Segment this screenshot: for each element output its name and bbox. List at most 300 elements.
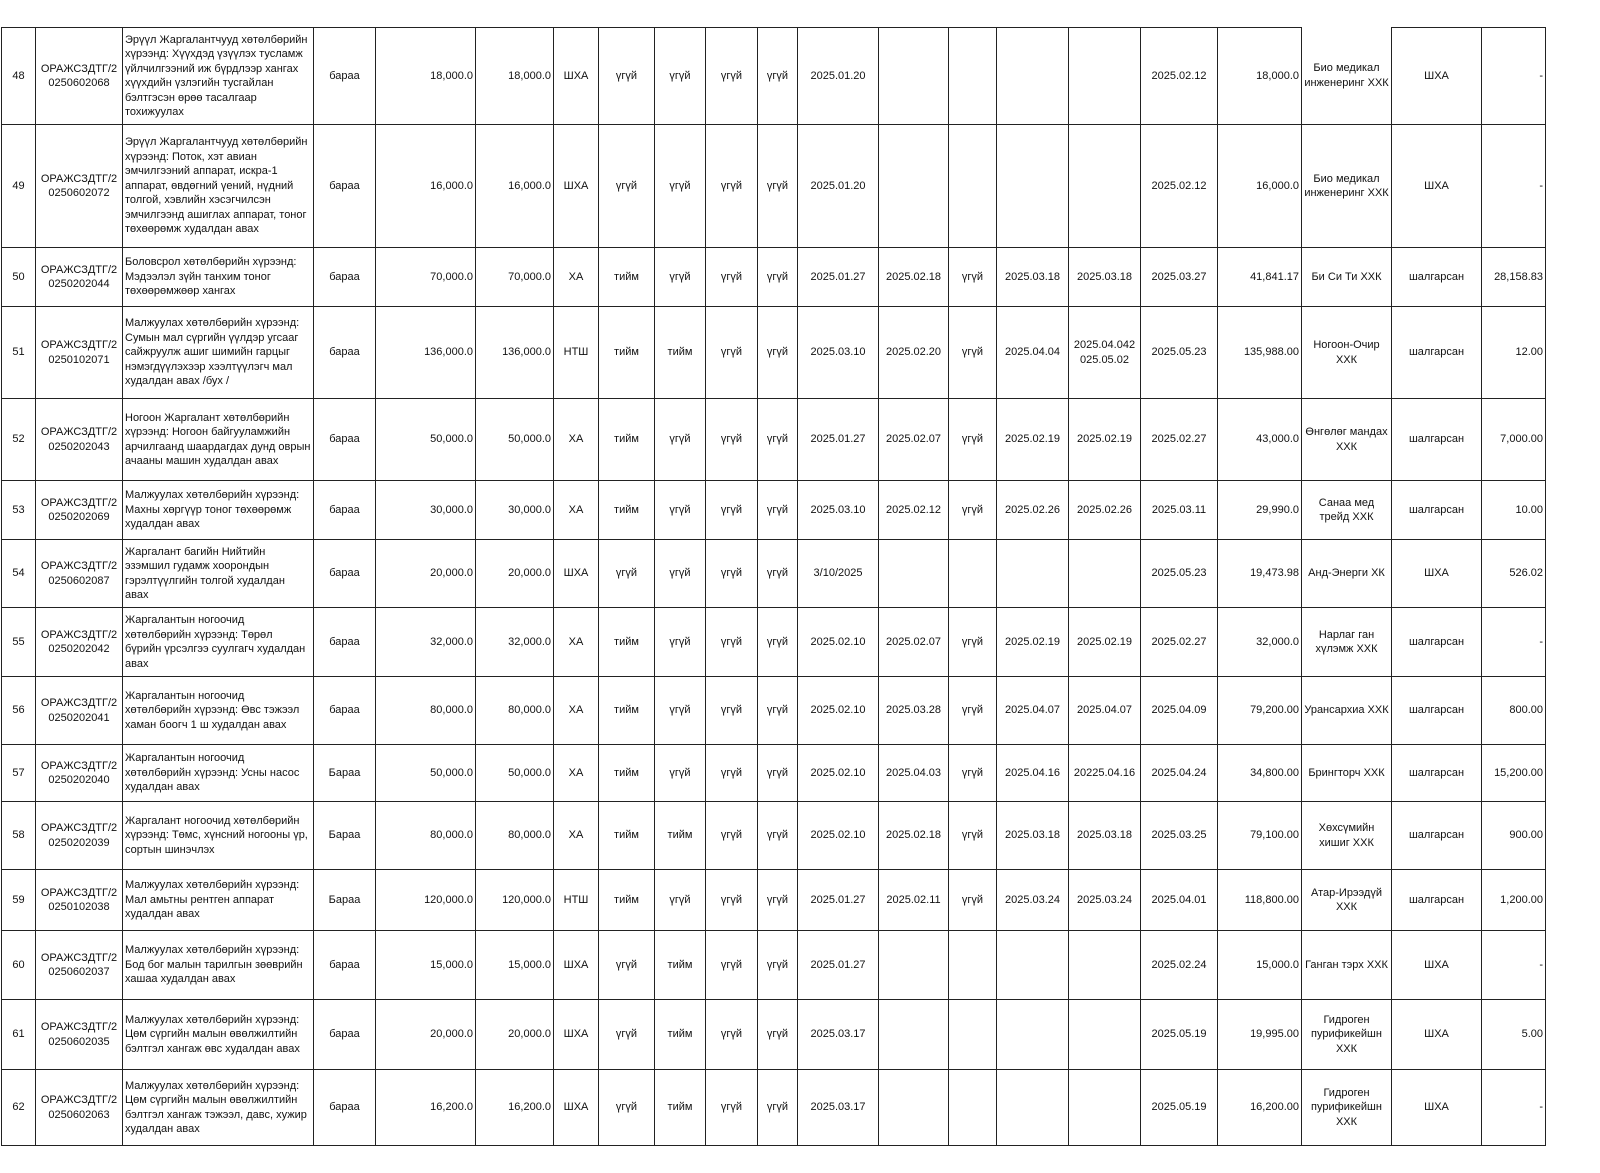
cell-contract: 41,841.17 xyxy=(1218,248,1302,307)
cell-c3: үгүй xyxy=(706,1000,758,1070)
cell-supplier: Санаа мед трейд ХХК xyxy=(1302,481,1392,540)
cell-status: шалгарсан xyxy=(1392,608,1482,677)
cell-contract: 16,200.00 xyxy=(1218,1070,1302,1146)
cell-d6: 2025.02.24 xyxy=(1141,931,1218,1000)
table-row xyxy=(2,125,1546,248)
cell-no: 48 xyxy=(2,28,36,125)
cell-budget: 120,000.0 xyxy=(376,870,476,931)
cell-d5 xyxy=(1069,540,1141,608)
cell-d1: 2025.03.17 xyxy=(798,1070,879,1146)
cell-c1: үгүй xyxy=(599,28,655,125)
cell-status: шалгарсан xyxy=(1392,307,1482,399)
cell-c4: үгүй xyxy=(758,608,798,677)
cell-d4: 2025.03.18 xyxy=(997,802,1069,870)
cell-d3: үгүй xyxy=(949,802,997,870)
cell-c3: үгүй xyxy=(706,481,758,540)
cell-supplier: Ногоон-Очир ХХК xyxy=(1302,307,1392,399)
cell-d2 xyxy=(879,125,949,248)
cell-d6: 2025.04.24 xyxy=(1141,745,1218,802)
cell-d6: 2025.04.01 xyxy=(1141,870,1218,931)
cell-d2: 2025.02.18 xyxy=(879,248,949,307)
cell-c2: үгүй xyxy=(655,481,706,540)
cell-budget: 16,000.0 xyxy=(376,125,476,248)
cell-saving: - xyxy=(1482,931,1546,1000)
cell-name: Жаргалантын ногоочид хөтөлбөрийн хүрээнд: Өвс тэжээл хаман боогч 1 ш худалдан авах xyxy=(123,677,314,745)
cell-c4: үгүй xyxy=(758,125,798,248)
cell-saving: - xyxy=(1482,1070,1546,1146)
cell-budget: 32,000.0 xyxy=(376,608,476,677)
cell-d2: 2025.04.03 xyxy=(879,745,949,802)
cell-no: 62 xyxy=(2,1070,36,1146)
cell-method: ШХА xyxy=(554,540,599,608)
cell-d3 xyxy=(949,1000,997,1070)
cell-d6: 2025.02.12 xyxy=(1141,125,1218,248)
cell-c4: үгүй xyxy=(758,1070,798,1146)
cell-supplier: Ганган тэрх ХХК xyxy=(1302,931,1392,1000)
cell-code: ОРАЖСЗДТГ/2 0250602068 xyxy=(36,28,123,125)
cell-d4: 2025.04.04 xyxy=(997,307,1069,399)
cell-c4: үгүй xyxy=(758,540,798,608)
cell-type: бараа xyxy=(314,28,376,125)
cell-c1: тийм xyxy=(599,870,655,931)
cell-estimate: 16,000.0 xyxy=(476,125,554,248)
cell-d3: үгүй xyxy=(949,399,997,481)
cell-estimate: 20,000.0 xyxy=(476,1000,554,1070)
cell-c1: тийм xyxy=(599,481,655,540)
cell-supplier: Гидроген пурификейшн ХХК xyxy=(1302,1000,1392,1070)
cell-estimate: 80,000.0 xyxy=(476,677,554,745)
cell-d1: 2025.02.10 xyxy=(798,802,879,870)
cell-supplier: Өнгөлөг мандах ХХК xyxy=(1302,399,1392,481)
cell-contract: 32,000.0 xyxy=(1218,608,1302,677)
cell-d1: 2025.03.10 xyxy=(798,307,879,399)
cell-d4 xyxy=(997,1070,1069,1146)
cell-estimate: 32,000.0 xyxy=(476,608,554,677)
cell-saving: 7,000.00 xyxy=(1482,399,1546,481)
cell-d3: үгүй xyxy=(949,745,997,802)
cell-name: Малжуулах хөтөлбөрийн хүрээнд: Махны хөргүүр тоног төхөөрөмж худалдан авах xyxy=(123,481,314,540)
cell-code: ОРАЖСЗДТГ/2 0250602087 xyxy=(36,540,123,608)
cell-estimate: 15,000.0 xyxy=(476,931,554,1000)
cell-code: ОРАЖСЗДТГ/2 0250102038 xyxy=(36,870,123,931)
cell-c2: тийм xyxy=(655,1070,706,1146)
cell-d6: 2025.05.19 xyxy=(1141,1070,1218,1146)
cell-supplier: Гидроген пурификейшн ХХК xyxy=(1302,1070,1392,1146)
cell-type: бараа xyxy=(314,399,376,481)
cell-method: ХА xyxy=(554,248,599,307)
cell-method: ХА xyxy=(554,745,599,802)
cell-name: Эрүүл Жаргалантчууд хөтөлбөрийн хүрээнд: Хүүхдэд үзүүлэх тусламж үйлчилгээний иж бүрдлээр хангах хүүхдийн үзлэгийн тусгайлан бэлтгэсэн өрөө тасалгаар тохижуулах xyxy=(123,28,314,125)
cell-code: ОРАЖСЗДТГ/2 0250602063 xyxy=(36,1070,123,1146)
cell-code: ОРАЖСЗДТГ/2 0250602035 xyxy=(36,1000,123,1070)
cell-d4: 2025.02.19 xyxy=(997,608,1069,677)
cell-code: ОРАЖСЗДТГ/2 0250202069 xyxy=(36,481,123,540)
cell-d3: үгүй xyxy=(949,608,997,677)
cell-name: Малжуулах хөтөлбөрийн хүрээнд: Цөм сүргийн малын өвөлжилтийн бэлтгэл хангаж өвс худалдан авах xyxy=(123,1000,314,1070)
cell-method: ХА xyxy=(554,608,599,677)
cell-status: ШХА xyxy=(1392,125,1482,248)
cell-d6: 2025.05.19 xyxy=(1141,1000,1218,1070)
cell-estimate: 120,000.0 xyxy=(476,870,554,931)
cell-d6: 2025.03.11 xyxy=(1141,481,1218,540)
cell-d6: 2025.02.27 xyxy=(1141,608,1218,677)
cell-c1: үгүй xyxy=(599,125,655,248)
cell-c3: үгүй xyxy=(706,931,758,1000)
cell-no: 57 xyxy=(2,745,36,802)
cell-type: бараа xyxy=(314,1000,376,1070)
cell-contract: 18,000.0 xyxy=(1218,28,1302,125)
cell-c3: үгүй xyxy=(706,248,758,307)
cell-status: ШХА xyxy=(1392,1000,1482,1070)
cell-estimate: 70,000.0 xyxy=(476,248,554,307)
cell-c2: үгүй xyxy=(655,608,706,677)
cell-code: ОРАЖСЗДТГ/2 0250202042 xyxy=(36,608,123,677)
cell-d2 xyxy=(879,28,949,125)
cell-name: Малжуулах хөтөлбөрийн хүрээнд: Бод бог малын тарилгын зөөврийн хашаа худалдан авах xyxy=(123,931,314,1000)
cell-budget: 50,000.0 xyxy=(376,745,476,802)
cell-c4: үгүй xyxy=(758,1000,798,1070)
procurement-table xyxy=(1,27,1546,1146)
cell-d4: 2025.02.26 xyxy=(997,481,1069,540)
cell-estimate: 16,200.0 xyxy=(476,1070,554,1146)
cell-budget: 50,000.0 xyxy=(376,399,476,481)
cell-c3: үгүй xyxy=(706,540,758,608)
cell-c2: үгүй xyxy=(655,125,706,248)
cell-no: 58 xyxy=(2,802,36,870)
cell-type: бараа xyxy=(314,1070,376,1146)
cell-type: бараа xyxy=(314,125,376,248)
cell-d2: 2025.02.11 xyxy=(879,870,949,931)
cell-budget: 15,000.0 xyxy=(376,931,476,1000)
cell-code: ОРАЖСЗДТГ/2 0250202044 xyxy=(36,248,123,307)
table-row xyxy=(2,608,1546,677)
table-row xyxy=(2,1000,1546,1070)
cell-d1: 2025.01.20 xyxy=(798,28,879,125)
cell-type: бараа xyxy=(314,481,376,540)
cell-method: ШХА xyxy=(554,1000,599,1070)
cell-budget: 70,000.0 xyxy=(376,248,476,307)
cell-method: НТШ xyxy=(554,870,599,931)
cell-c1: тийм xyxy=(599,608,655,677)
cell-d3 xyxy=(949,931,997,1000)
cell-method: ШХА xyxy=(554,1070,599,1146)
cell-saving: 10.00 xyxy=(1482,481,1546,540)
cell-name: Жаргалантын ногоочид хөтөлбөрийн хүрээнд: Усны насос худалдан авах xyxy=(123,745,314,802)
cell-no: 61 xyxy=(2,1000,36,1070)
cell-c3: үгүй xyxy=(706,307,758,399)
cell-c3: үгүй xyxy=(706,745,758,802)
cell-status: шалгарсан xyxy=(1392,677,1482,745)
cell-code: ОРАЖСЗДТГ/2 0250202040 xyxy=(36,745,123,802)
cell-c1: үгүй xyxy=(599,931,655,1000)
cell-c4: үгүй xyxy=(758,399,798,481)
cell-d5 xyxy=(1069,28,1141,125)
cell-c2: тийм xyxy=(655,307,706,399)
table-row xyxy=(2,677,1546,745)
cell-budget: 80,000.0 xyxy=(376,802,476,870)
cell-c2: тийм xyxy=(655,802,706,870)
cell-c2: үгүй xyxy=(655,870,706,931)
cell-method: НТШ xyxy=(554,307,599,399)
cell-c1: тийм xyxy=(599,248,655,307)
cell-supplier: Анд-Энерги ХК xyxy=(1302,540,1392,608)
cell-c4: үгүй xyxy=(758,307,798,399)
cell-no: 51 xyxy=(2,307,36,399)
cell-status: ШХА xyxy=(1392,1070,1482,1146)
cell-type: бараа xyxy=(314,540,376,608)
cell-no: 53 xyxy=(2,481,36,540)
cell-c2: үгүй xyxy=(655,540,706,608)
cell-c1: тийм xyxy=(599,802,655,870)
cell-saving: 1,200.00 xyxy=(1482,870,1546,931)
cell-method: ШХА xyxy=(554,931,599,1000)
cell-name: Ногоон Жаргалант хөтөлбөрийн хүрээнд: Ногоон байгууламжийн арчилгаанд шаардагдах дунд оврын ачааны машин худалдан авах xyxy=(123,399,314,481)
cell-d1: 2025.01.27 xyxy=(798,248,879,307)
cell-code: ОРАЖСЗДТГ/2 0250202041 xyxy=(36,677,123,745)
cell-method: ХА xyxy=(554,677,599,745)
cell-d5 xyxy=(1069,1000,1141,1070)
cell-budget: 30,000.0 xyxy=(376,481,476,540)
cell-status: шалгарсан xyxy=(1392,248,1482,307)
cell-c3: үгүй xyxy=(706,802,758,870)
cell-supplier: Хөхсүмийн хишиг ХХК xyxy=(1302,802,1392,870)
table-body xyxy=(2,28,1546,1146)
cell-saving: 15,200.00 xyxy=(1482,745,1546,802)
cell-d6: 2025.05.23 xyxy=(1141,307,1218,399)
cell-d5: 2025.02.19 xyxy=(1069,399,1141,481)
cell-c1: тийм xyxy=(599,399,655,481)
cell-d5 xyxy=(1069,931,1141,1000)
cell-method: ХА xyxy=(554,802,599,870)
cell-d6: 2025.05.23 xyxy=(1141,540,1218,608)
cell-saving: - xyxy=(1482,28,1546,125)
cell-c2: үгүй xyxy=(655,248,706,307)
cell-no: 49 xyxy=(2,125,36,248)
cell-name: Жаргалантын ногоочид хөтөлбөрийн хүрээнд: Төрөл бүрийн үрсэлгээ суулгагч худалдан авах xyxy=(123,608,314,677)
cell-contract: 19,473.98 xyxy=(1218,540,1302,608)
cell-d2: 2025.02.07 xyxy=(879,399,949,481)
cell-saving: 800.00 xyxy=(1482,677,1546,745)
table-row xyxy=(2,248,1546,307)
cell-d2: 2025.02.18 xyxy=(879,802,949,870)
cell-budget: 136,000.0 xyxy=(376,307,476,399)
cell-contract: 118,800.00 xyxy=(1218,870,1302,931)
cell-d1: 2025.01.27 xyxy=(798,931,879,1000)
cell-d2 xyxy=(879,540,949,608)
cell-contract: 43,000.0 xyxy=(1218,399,1302,481)
cell-type: бараа xyxy=(314,248,376,307)
cell-type: бараа xyxy=(314,608,376,677)
cell-d5: 2025.02.26 xyxy=(1069,481,1141,540)
cell-d1: 2025.02.10 xyxy=(798,745,879,802)
cell-c1: тийм xyxy=(599,307,655,399)
cell-supplier: Био медикал инженеринг ХХК xyxy=(1302,28,1392,125)
cell-budget: 20,000.0 xyxy=(376,1000,476,1070)
cell-c1: үгүй xyxy=(599,1070,655,1146)
cell-d2: 2025.02.12 xyxy=(879,481,949,540)
cell-d3 xyxy=(949,125,997,248)
cell-method: ХА xyxy=(554,399,599,481)
cell-d4: 2025.04.07 xyxy=(997,677,1069,745)
cell-c1: үгүй xyxy=(599,1000,655,1070)
cell-d1: 3/10/2025 xyxy=(798,540,879,608)
cell-d3: үгүй xyxy=(949,677,997,745)
cell-d2 xyxy=(879,1000,949,1070)
table-row xyxy=(2,307,1546,399)
cell-estimate: 50,000.0 xyxy=(476,399,554,481)
cell-type: бараа xyxy=(314,307,376,399)
cell-status: ШХА xyxy=(1392,931,1482,1000)
cell-c2: үгүй xyxy=(655,28,706,125)
cell-c4: үгүй xyxy=(758,28,798,125)
cell-supplier: Нарлаг ган хүлэмж ХХК xyxy=(1302,608,1392,677)
cell-d1: 2025.01.27 xyxy=(798,870,879,931)
cell-d4: 2025.04.16 xyxy=(997,745,1069,802)
cell-c4: үгүй xyxy=(758,677,798,745)
cell-c3: үгүй xyxy=(706,28,758,125)
cell-c1: тийм xyxy=(599,677,655,745)
cell-d5: 2025.03.18 xyxy=(1069,802,1141,870)
cell-no: 55 xyxy=(2,608,36,677)
cell-code: ОРАЖСЗДТГ/2 0250102071 xyxy=(36,307,123,399)
cell-budget: 18,000.0 xyxy=(376,28,476,125)
cell-d4 xyxy=(997,125,1069,248)
cell-c3: үгүй xyxy=(706,399,758,481)
cell-d1: 2025.02.10 xyxy=(798,677,879,745)
cell-d5 xyxy=(1069,125,1141,248)
cell-d1: 2025.01.20 xyxy=(798,125,879,248)
cell-saving: 900.00 xyxy=(1482,802,1546,870)
cell-code: ОРАЖСЗДТГ/2 0250602072 xyxy=(36,125,123,248)
table-row xyxy=(2,745,1546,802)
cell-code: ОРАЖСЗДТГ/2 0250602037 xyxy=(36,931,123,1000)
table-row xyxy=(2,1070,1546,1146)
cell-no: 60 xyxy=(2,931,36,1000)
cell-status: ШХА xyxy=(1392,540,1482,608)
cell-d5: 2025.04.042 025.05.02 xyxy=(1069,307,1141,399)
cell-method: ШХА xyxy=(554,28,599,125)
cell-c3: үгүй xyxy=(706,677,758,745)
cell-d4: 2025.03.18 xyxy=(997,248,1069,307)
table-row xyxy=(2,399,1546,481)
cell-d6: 2025.03.25 xyxy=(1141,802,1218,870)
cell-c2: үгүй xyxy=(655,677,706,745)
table-row xyxy=(2,870,1546,931)
cell-c2: тийм xyxy=(655,931,706,1000)
cell-budget: 80,000.0 xyxy=(376,677,476,745)
cell-estimate: 50,000.0 xyxy=(476,745,554,802)
cell-status: шалгарсан xyxy=(1392,481,1482,540)
cell-d3 xyxy=(949,540,997,608)
cell-c3: үгүй xyxy=(706,870,758,931)
cell-c4: үгүй xyxy=(758,248,798,307)
cell-method: ХА xyxy=(554,481,599,540)
cell-c3: үгүй xyxy=(706,608,758,677)
cell-d3: үгүй xyxy=(949,248,997,307)
cell-c4: үгүй xyxy=(758,745,798,802)
cell-supplier: Урансархиа ХХК xyxy=(1302,677,1392,745)
cell-d6: 2025.02.27 xyxy=(1141,399,1218,481)
cell-c2: үгүй xyxy=(655,399,706,481)
cell-saving: - xyxy=(1482,125,1546,248)
cell-no: 52 xyxy=(2,399,36,481)
cell-supplier: Био медикал инженеринг ХХК xyxy=(1302,125,1392,248)
cell-type: бараа xyxy=(314,677,376,745)
cell-status: шалгарсан xyxy=(1392,802,1482,870)
cell-name: Боловсрол хөтөлбөрийн хүрээнд: Мэдээлэл зүйн танхим тоног төхөөрөмжөөр хангах xyxy=(123,248,314,307)
cell-d1: 2025.01.27 xyxy=(798,399,879,481)
cell-estimate: 20,000.0 xyxy=(476,540,554,608)
cell-d4 xyxy=(997,28,1069,125)
cell-estimate: 136,000.0 xyxy=(476,307,554,399)
cell-d2: 2025.02.20 xyxy=(879,307,949,399)
cell-c2: үгүй xyxy=(655,745,706,802)
cell-d5: 20225.04.16 xyxy=(1069,745,1141,802)
cell-d5: 2025.02.19 xyxy=(1069,608,1141,677)
cell-d2 xyxy=(879,931,949,1000)
cell-d1: 2025.03.17 xyxy=(798,1000,879,1070)
cell-d3 xyxy=(949,1070,997,1146)
cell-d1: 2025.03.10 xyxy=(798,481,879,540)
cell-saving: - xyxy=(1482,608,1546,677)
cell-contract: 135,988.00 xyxy=(1218,307,1302,399)
cell-d5: 2025.03.24 xyxy=(1069,870,1141,931)
table-row xyxy=(2,931,1546,1000)
cell-contract: 79,100.00 xyxy=(1218,802,1302,870)
cell-estimate: 18,000.0 xyxy=(476,28,554,125)
cell-d5 xyxy=(1069,1070,1141,1146)
cell-d6: 2025.03.27 xyxy=(1141,248,1218,307)
cell-budget: 16,200.0 xyxy=(376,1070,476,1146)
cell-method: ШХА xyxy=(554,125,599,248)
cell-d6: 2025.02.12 xyxy=(1141,28,1218,125)
cell-status: шалгарсан xyxy=(1392,399,1482,481)
cell-d5: 2025.04.07 xyxy=(1069,677,1141,745)
table-row xyxy=(2,802,1546,870)
cell-d3: үгүй xyxy=(949,481,997,540)
cell-budget: 20,000.0 xyxy=(376,540,476,608)
cell-c4: үгүй xyxy=(758,931,798,1000)
cell-no: 54 xyxy=(2,540,36,608)
cell-contract: 19,995.00 xyxy=(1218,1000,1302,1070)
cell-c2: тийм xyxy=(655,1000,706,1070)
cell-contract: 79,200.00 xyxy=(1218,677,1302,745)
cell-name: Малжуулах хөтөлбөрийн хүрээнд: Мал амьтны рентген аппарат худалдан авах xyxy=(123,870,314,931)
cell-type: Бараа xyxy=(314,745,376,802)
cell-name: Малжуулах хөтөлбөрийн хүрээнд: Цөм сүргийн малын өвөлжилтийн бэлтгэл хангаж тэжээл, давс, хужир худалдан авах xyxy=(123,1070,314,1146)
cell-status: шалгарсан xyxy=(1392,745,1482,802)
cell-saving: 526.02 xyxy=(1482,540,1546,608)
table-row xyxy=(2,28,1546,125)
cell-c3: үгүй xyxy=(706,1070,758,1146)
cell-c1: тийм xyxy=(599,745,655,802)
cell-name: Жаргалант багийн Нийтийн эзэмшил гудамж хоорондын гэрэлтүүлгийн толгой худалдан авах xyxy=(123,540,314,608)
cell-code: ОРАЖСЗДТГ/2 0250202043 xyxy=(36,399,123,481)
cell-d3: үгүй xyxy=(949,307,997,399)
cell-no: 50 xyxy=(2,248,36,307)
cell-d4 xyxy=(997,931,1069,1000)
cell-no: 59 xyxy=(2,870,36,931)
cell-d4 xyxy=(997,1000,1069,1070)
cell-d3 xyxy=(949,28,997,125)
table-row xyxy=(2,540,1546,608)
cell-d6: 2025.04.09 xyxy=(1141,677,1218,745)
cell-c4: үгүй xyxy=(758,870,798,931)
cell-no: 56 xyxy=(2,677,36,745)
cell-c3: үгүй xyxy=(706,125,758,248)
cell-status: шалгарсан xyxy=(1392,870,1482,931)
cell-d2 xyxy=(879,1070,949,1146)
